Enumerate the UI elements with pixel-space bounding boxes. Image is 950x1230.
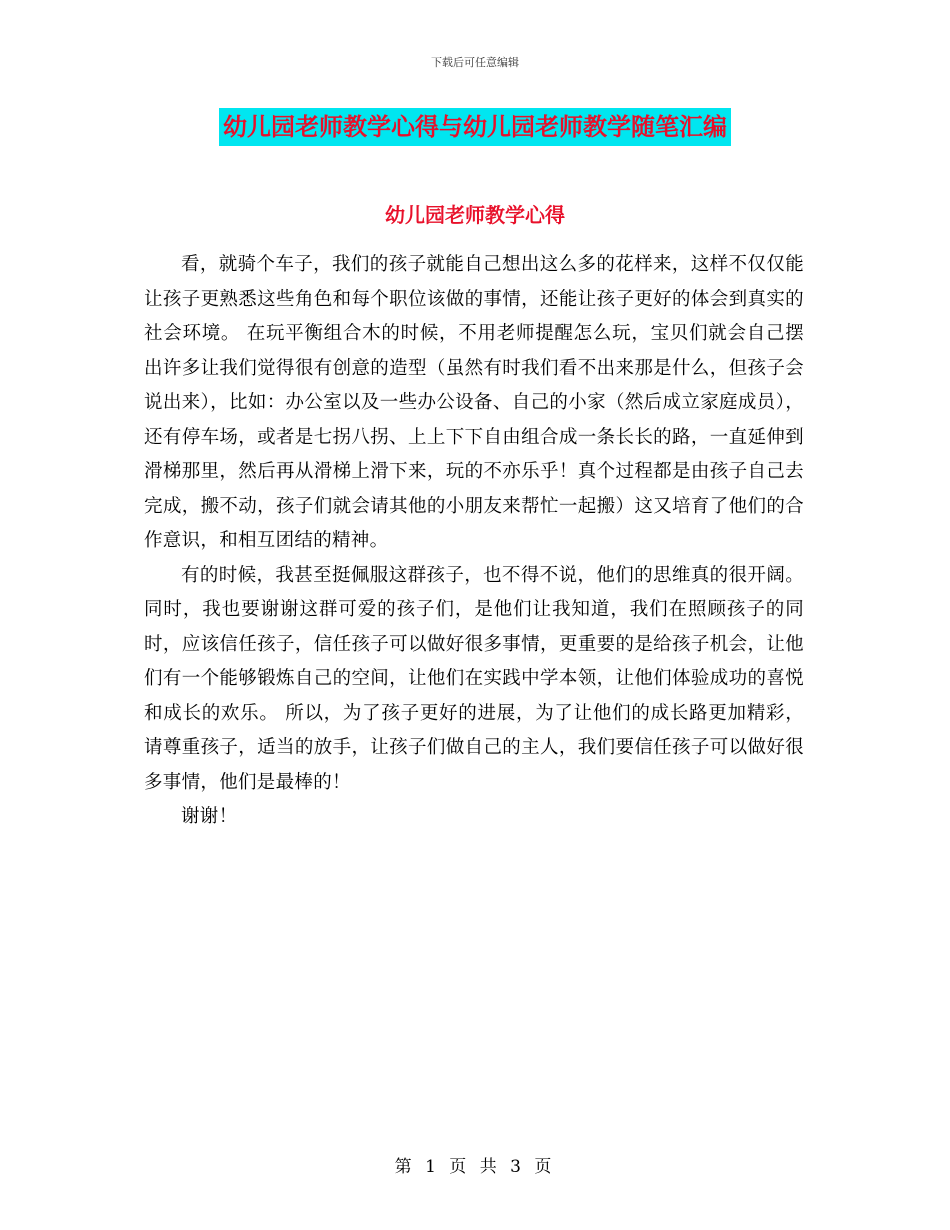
header-note: 下载后可任意编辑 — [431, 56, 519, 69]
document-title: 幼儿园老师教学心得与幼儿园老师教学随笔汇编 — [219, 108, 731, 146]
body-text — [144, 248, 804, 835]
paragraph: 谢谢！ — [181, 806, 238, 827]
paragraph: 看，就骑个车子，我们的孩子就能自己想出这么多的花样来，这样不仅仅能让孩子更熟悉这些角色和每个职位该做的事情，还能让孩子更好的体会到真实的社会环境。 在玩平衡组合木的时候，不用老师提醒怎么玩，宝贝们就会自己摆出许多让我们觉得很有创意的造型（虽然有时我们看不出来那是什么，但孩子会说出来），比如：办公室以及一些办公设备、自己的小家（然后成立家庭成员），还有停车场，或者是七拐八拐、上上下下自由组合成一条长长的路，一直延伸到滑梯那里，然后再从滑梯上滑下来，玩的不亦乐乎！真个过程都是由孩子自己去完成，搬不动，孩子们就会请其他的小朋友来帮忙一起搬）这又培育了他们的合作意识，和相互团结的精神。 — [144, 254, 804, 551]
section-title: 幼儿园老师教学心得 — [385, 203, 565, 227]
paragraph: 有的时候，我甚至挺佩服这群孩子，也不得不说，他们的思维真的很开阔。同时，我也要谢谢这群可爱的孩子们，是他们让我知道，我们在照顾孩子的同时，应该信任孩子，信任孩子可以做好很多事情，更重要的是给孩子机会，让他们有一个能够锻炼自己的空间，让他们在实践中学本领，让他们体验成功的喜悦和成长的欢乐。 所以，为了孩子更好的进展，为了让他们的成长路更加精彩，请尊重孩子，适当的放手，让孩子们做自己的主人，我们要信任孩子可以做好很多事情，他们是最棒的！ — [144, 564, 804, 793]
page-footer: 第 1 页 共 3 页 — [394, 1157, 556, 1177]
document-title-wrap — [0, 108, 950, 146]
